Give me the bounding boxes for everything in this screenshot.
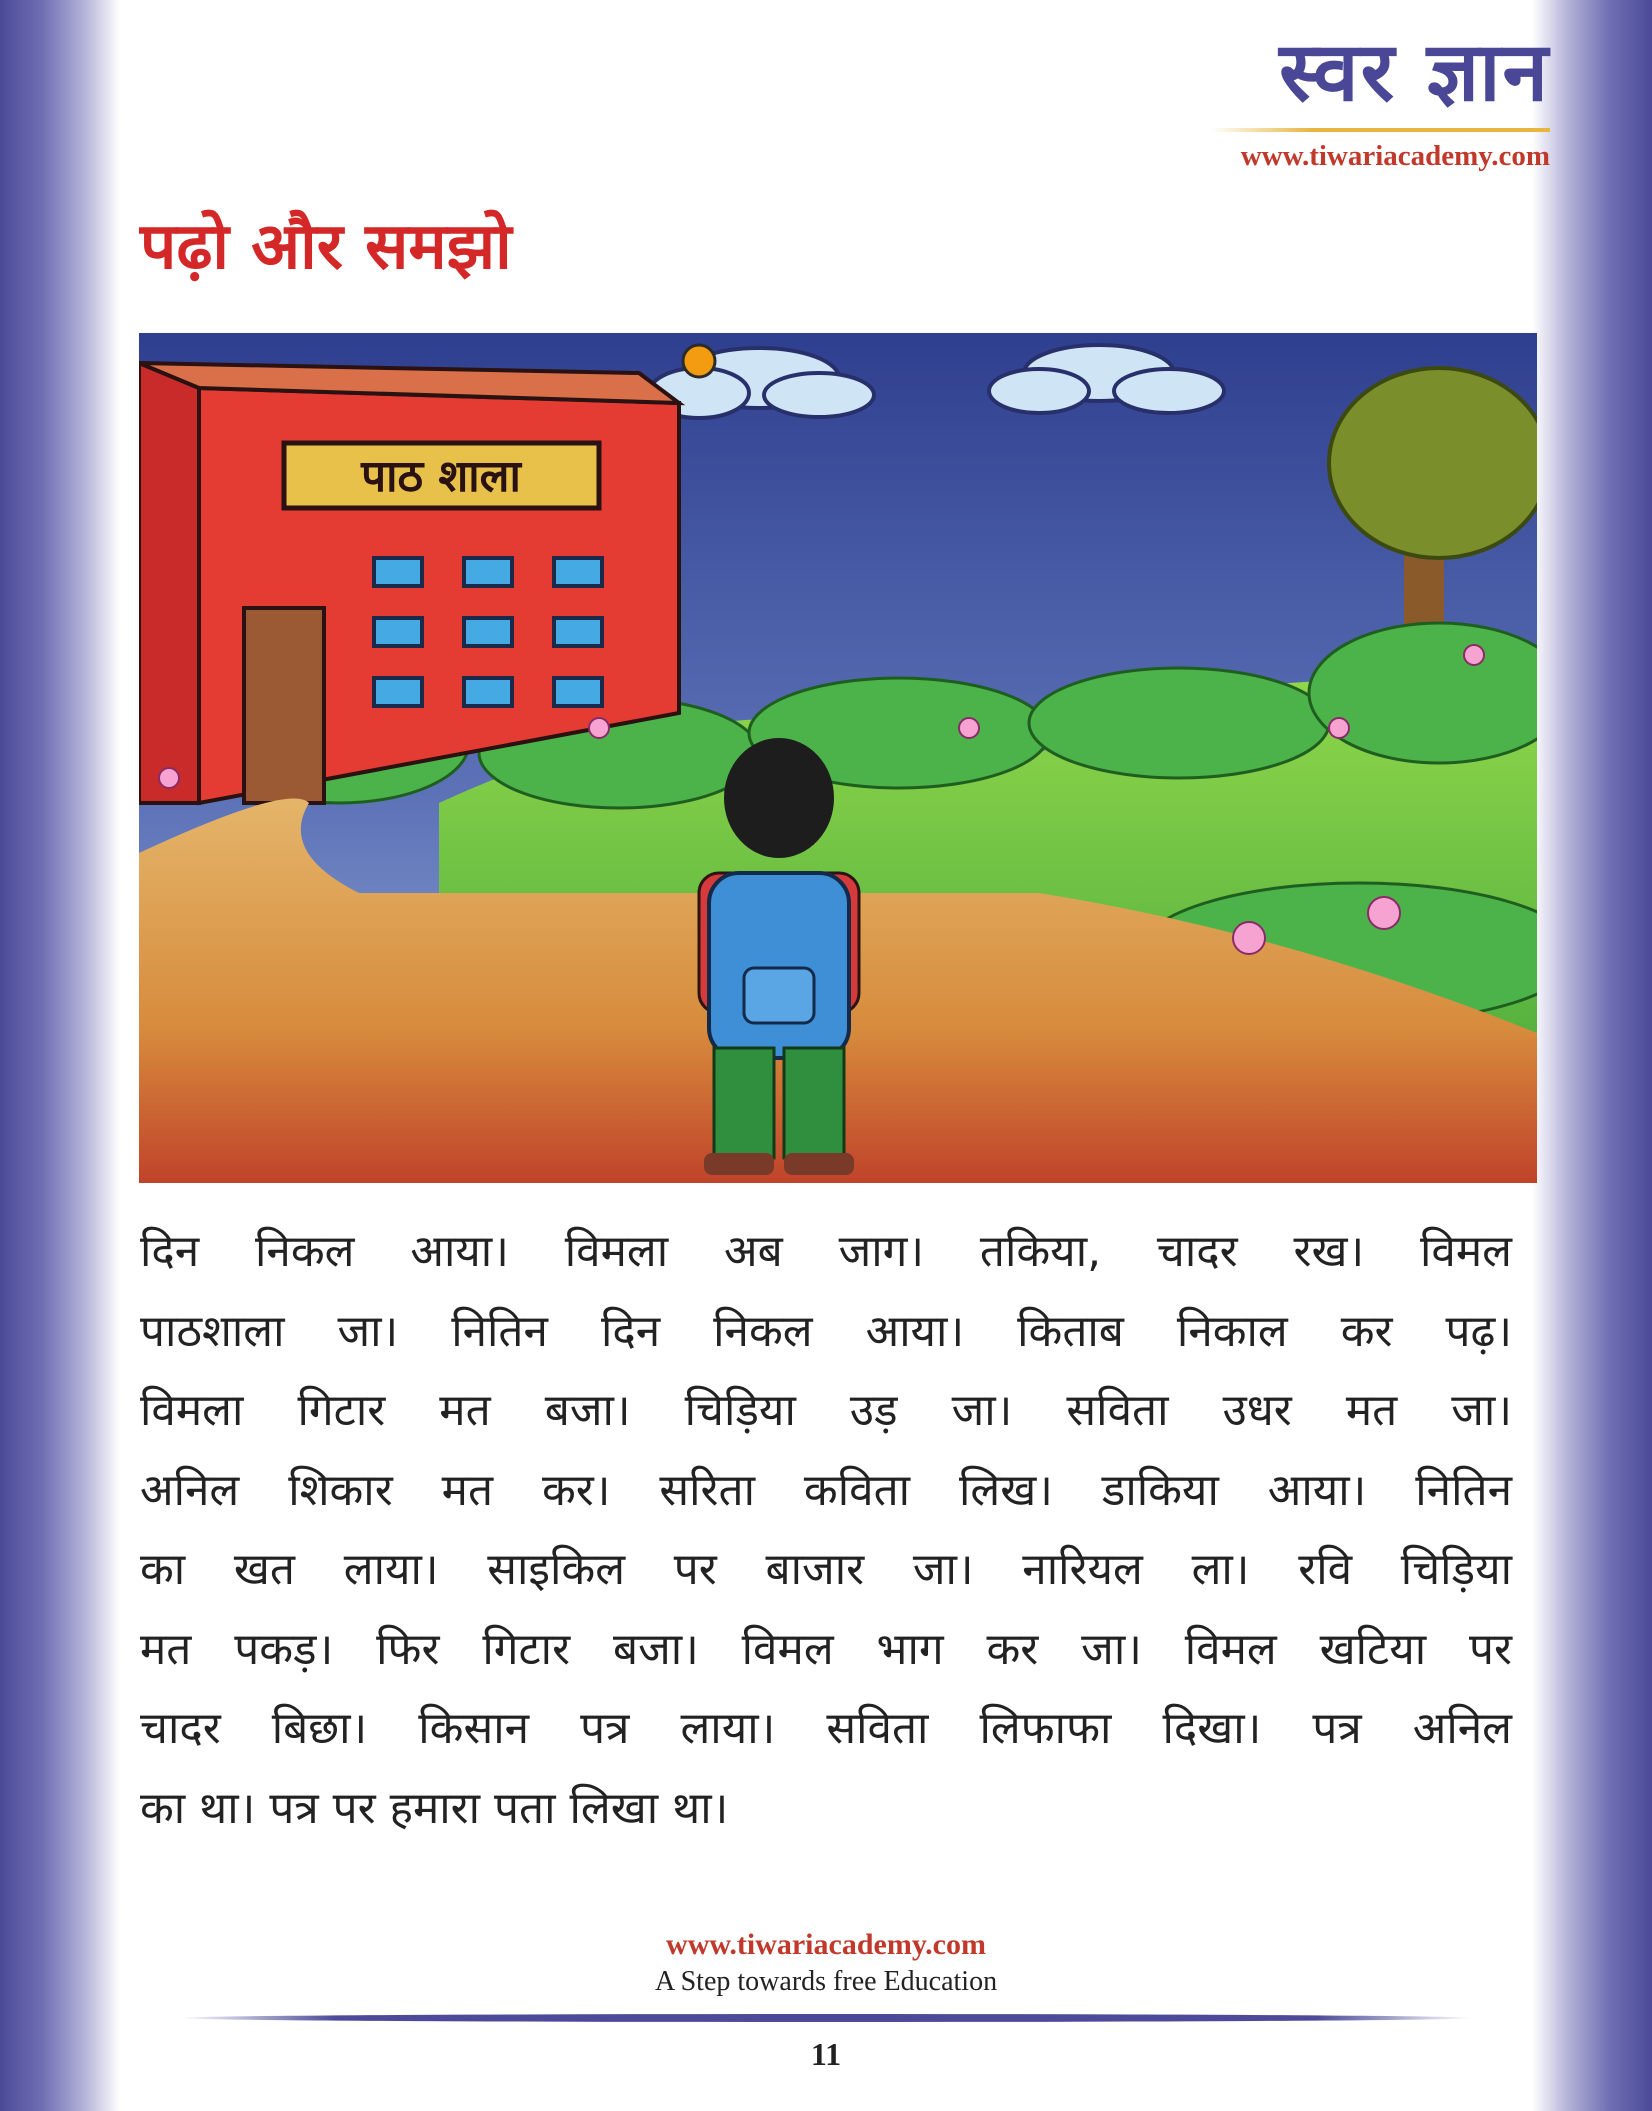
footer-tagline: A Step towards free Education — [654, 1966, 998, 1997]
passage-line-2: पाठशाला जा। नितिन दिन निकल आया। किताब निकाल कर पढ़। — [140, 1305, 1512, 1357]
brand-url: www.tiwariacademy.com — [1240, 140, 1550, 173]
brand-header — [1210, 25, 1550, 173]
page-number: 11 — [810, 2036, 842, 2072]
brand-divider — [1210, 128, 1550, 132]
passage-line-8: का था। पत्र पर हमारा पता लिखा था। — [140, 1782, 729, 1834]
right-border-band — [1532, 0, 1652, 2111]
footer-url[interactable]: www.tiwariacademy.com — [666, 1928, 986, 1961]
brand-title: स्वर ज्ञान — [1279, 25, 1550, 120]
footer-divider — [180, 2014, 1472, 2022]
reading-passage — [140, 1212, 1512, 1848]
passage-line-5: का खत लाया। साइकिल पर बाजार जा। नारियल ला। रवि चिड़िया — [140, 1544, 1512, 1595]
school-illustration — [139, 333, 1537, 1183]
left-border-band — [0, 0, 120, 2111]
passage-line-3: विमला गिटार मत बजा। चिड़िया उड़ जा। सविता उधर मत जा। — [140, 1385, 1512, 1436]
page-title: पढ़ो और समझो — [140, 210, 512, 284]
passage-line-1: दिन निकल आया। विमला अब जाग। तकिया, चादर रख। विमल — [140, 1226, 1512, 1277]
passage-line-7: चादर बिछा। किसान पत्र लाया। सविता लिफाफा दिखा। पत्र अनिल — [140, 1703, 1512, 1754]
passage-line-4: अनिल शिकार मत कर। सरिता कविता लिख। डाकिया आया। नितिन — [140, 1464, 1512, 1516]
passage-line-6: मत पकड़। फिर गिटार बजा। विमल भाग कर जा। विमल खटिया पर — [140, 1623, 1512, 1675]
signboard-text: पाठ शाला — [361, 451, 521, 502]
